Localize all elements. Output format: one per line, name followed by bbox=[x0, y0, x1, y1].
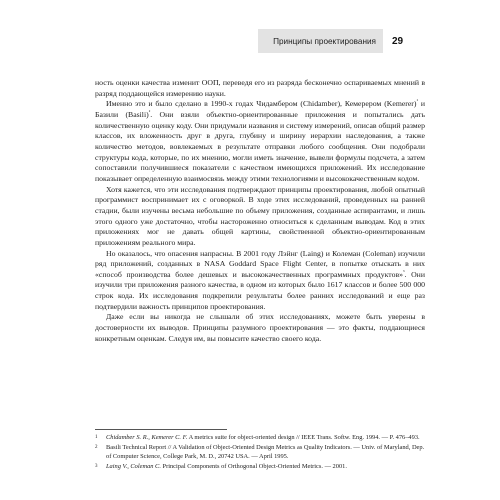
footnote-divider bbox=[95, 429, 227, 430]
footnote-author: Chidamber S. R., Kemerer C. F. bbox=[106, 434, 188, 441]
body-text bbox=[95, 78, 425, 344]
paragraph: Даже если вы никогда не слышали об этих исследованиях, можете быть уверены в достоверности их выводов. Принципы разумного проектирования — это факты, поддающиеся конкретным оценкам. Следуя им, вы повысите качество своего кода. bbox=[95, 312, 425, 343]
running-header bbox=[258, 29, 383, 53]
paragraph: Но оказалось, что опасения напрасны. В 2001 году Лэйнг (Laing) и Колеман (Coleman) изучили ряд приложений, созданных в NASA Goddard Space Flight Center, в попытке отыскать в них «способ производства более дешевых и высококачественных программных продуктов»$^{^3}$. Они изучили три приложения разного качества, в одном из которых было 1617 классов и более 500 000 строк кода. Их исследования подкрепили результаты более ранних исследований и еще раз подтвердили важность принципов проектирования. bbox=[95, 248, 425, 311]
footnote-text: A metrics suite for object-oriented design // IEEE Trans. Softw. Eng. 1994. — P. 476–493. bbox=[188, 434, 420, 441]
footnote-text: Basili Technical Report // A Validation of Object-Oriented Design Metrics as Quality Indicators. — Univ. of Maryland, Dep. of Computer Science, College Park, M. D., 20742 USA. — April 1995. bbox=[106, 444, 425, 460]
page-number: 29 bbox=[392, 35, 404, 47]
footnote-text: Principal Components of Orthogonal Object-Oriented Metrics. — 2001. bbox=[162, 462, 347, 470]
footnote bbox=[95, 434, 425, 443]
paragraph: ность оценки качества изменит ООП, переведя его из разряда бесконечно оспариваемых мнений в разряд поддающейся измерению науки. bbox=[95, 78, 425, 98]
footnote-number: 1 bbox=[95, 435, 98, 440]
footnote bbox=[95, 444, 425, 461]
paragraph: Именно это и было сделано в 1990-х годах Чидамбером (Chidamber), Кемерером (Kemerer)$^{^1}$ и Базили (Basili)$^{^2}$. Они взяли объектно-ориентированные приложения и попытались дать количественную оценку коду. Они придумали названия и систему измерений, описав общий размер классов, их вложенность друг в друга, глубину и ширину иерархии наследования, а также количество методов, вовлекаемых в результате отправки любого сообщения. Они подобрали структуры кода, которые, по их мнению, могли иметь значение, вывели формулы подсчета, а затем сопоставили получившиеся показатели с качеством имеющихся приложений. Их исследование показывает определенную взаимосвязь между этими технологиями и высококачественным кодом. bbox=[95, 99, 425, 183]
footnote-number: 2 bbox=[95, 445, 98, 451]
footnote-number: 3 bbox=[95, 463, 98, 469]
footnote bbox=[95, 463, 425, 472]
paragraph: Хотя кажется, что эти исследования подтверждают принципы проектирования, любой опытный программист воспринимает их с оговоркой. В ходе этих исследований, проведенных на ранней стадии, были изучены весьма небольшие по объему приложения, созданные аспирантами, и лишь этого одного уже достаточно, чтобы настороженно относиться к сделанным выводам. Код в этих приложениях мог не давать общей картины, свойственной объектно-ориентированным приложениям реального мира. bbox=[95, 184, 425, 247]
footnotes bbox=[95, 434, 425, 473]
footnote-author: Laing V., Coleman C. bbox=[106, 462, 161, 470]
running-title: Принципы проектирования bbox=[273, 36, 376, 46]
